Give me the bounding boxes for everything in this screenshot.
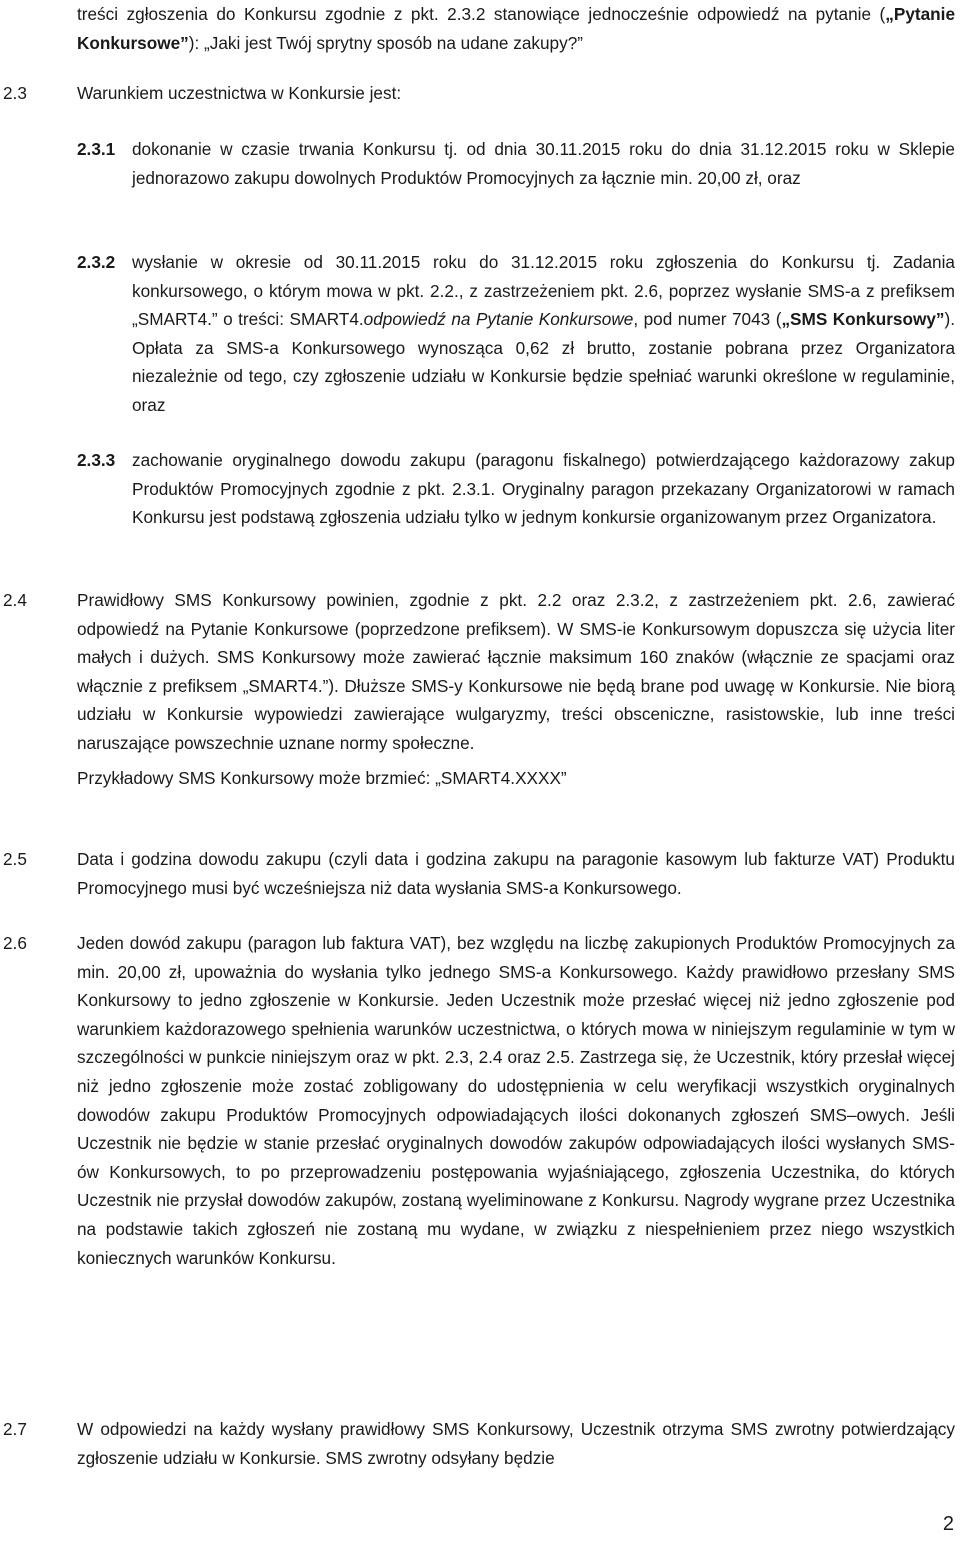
section-number: 2.4 (3, 590, 27, 610)
section-text: Warunkiem uczestnictwa w Konkursie jest: (77, 83, 402, 103)
page-number: 2 (942, 1513, 954, 1535)
sms-example: Przykładowy SMS Konkursowy może brzmieć: „SMART4.XXXX” (77, 767, 567, 788)
question-label: „Pytanie Konkursowe” (77, 4, 955, 53)
section-number: 2.3.1 (77, 139, 116, 159)
section-number: 2.5 (3, 849, 27, 869)
section-text: wysłanie w okresie od 30.11.2015 roku do 31.12.2015 roku zgłoszenia do Konkursu tj. Zadania konkursowego, o którym mowa w pkt. 2.2., z zastrzeżeniem pkt. 2.6, poprzez wysłanie SMS-a z prefiksem „SMART4.” o treści: SMART4.odpowiedź na Pytanie Konkursowe, pod numer 7043 („SMS Konkursowy”). Opłata za SMS-a Konkursowego wynosząca 0,62 zł brutto, zostanie pobrana przez Organizatora niezależnie od tego, czy zgłoszenie udziału w Konkursie będzie spełniać warunki określone w regulaminie, oraz (132, 252, 956, 415)
section-2-3-3 (77, 446, 955, 532)
section-number: 2.6 (3, 933, 27, 953)
section-2-7 (3, 1415, 955, 1472)
section-2-6 (3, 929, 955, 1272)
section-number: 2.7 (3, 1419, 27, 1439)
section-text: Jeden dowód zakupu (paragon lub faktura VAT), bez względu na liczbę zakupionych Produktów Promocyjnych za min. 20,00 zł, upoważnia do wysłania tylko jednego SMS-a Konkursowego. Każdy prawidłowo przesłany SMS Konkursowy to jedno zgłoszenie w Konkursie. Jeden Uczestnik może przesłać więcej niż jedno zgłoszenie pod warunkiem każdorazowego spełnienia warunków uczestnictwa, o których mowa w niniejszym regulaminie w tym w szczególności w punkcie niniejszym oraz w pkt. 2.3, 2.4 oraz 2.5. Zastrzega się, że Uczestnik, który przesłał więcej niż jedno zgłoszenie może zostać zobligowany do udostępnienia w celu weryfikacji wszystkich oryginalnych dowodów zakupu Produktów Promocyjnych odpowiadających ilości dokonanych zgłoszeń SMS–owych. Jeśli Uczestnik nie będzie w stanie przesłać oryginalnych dowodów zakupów odpowiadających ilości wysłanych SMS-ów Konkursowych, to po przeprowadzeniu postępowania wyjaśniającego, zgłoszenia Uczestnika, do których Uczestnik nie przysłał dowodów zakupów, zostaną wyeliminowane z Konkursu. Nagrody wygrane przez Uczestnika na podstawie takich zgłoszeń nie zostaną mu wydane, w związku z niespełnieniem przez niego wszystkich koniecznych warunków Konkursu. (77, 933, 955, 1268)
section-number: 2.3 (3, 83, 27, 103)
sms-konkursowy-label: „SMS Konkursowy” (781, 309, 945, 330)
section-text: Prawidłowy SMS Konkursowy powinien, zgodnie z pkt. 2.2 oraz 2.3.2, z zastrzeżeniem pkt. 2.6, zawierać odpowiedź na Pytanie Konkursowe (poprzedzone prefiksem). W SMS-ie Konkursowym dopuszcza się użycia liter małych i dużych. SMS Konkursowy może zawierać łącznie maksimum 160 znaków (włącznie ze spacjami oraz włącznie z prefiksem „SMART4.”). Dłuższe SMS-y Konkursowe nie będą brane pod uwagę w Konkursie. Nie biorą udziału w Konkursie wypowiedzi zawierające wulgaryzmy, treści obsceniczne, rasistowskie, lub inne treści naruszające powszechnie uznane normy społeczne. (77, 590, 955, 753)
section-text: zachowanie oryginalnego dowodu zakupu (paragonu fiskalnego) potwierdzającego każdorazowy zakup Produktów Promocyjnych zgodnie z pkt. 2.3.1. Oryginalny paragon przekazany Organizatorowi w ramach Konkursu jest podstawą zgłoszenia udziału tylko w jednym konkursie organizowanym przez Organizatora. (132, 450, 955, 528)
section-2-3-1 (77, 135, 955, 192)
section-text: W odpowiedzi na każdy wysłany prawidłowy SMS Konkursowy, Uczestnik otrzyma SMS zwrotny potwierdzający zgłoszenie udziału w Konkursie. SMS zwrotny odsyłany będzie (77, 1419, 955, 1468)
section-2-3 (3, 79, 955, 108)
intro-paragraph: treści zgłoszenia do Konkursu zgodnie z pkt. 2.3.2 stanowiące jednocześnie odpowiedź na pytanie („Pytanie Konkursowe”): „Jaki jest Twój sprytny sposób na udane zakupy?” (77, 4, 955, 53)
section-text: dokonanie w czasie trwania Konkursu tj. od dnia 30.11.2015 roku do dnia 31.12.2015 roku w Sklepie jednorazowo zakupu dowolnych Produktów Promocyjnych za łącznie min. 20,00 zł, oraz (132, 139, 955, 188)
section-text: Data i godzina dowodu zakupu (czyli data i godzina zakupu na paragonie kasowym lub fakturze VAT) Produktu Promocyjnego musi być wcześniejsza niż data wysłania SMS-a Konkursowego. (77, 849, 955, 898)
section-2-5 (3, 845, 955, 902)
section-number: 2.3.2 (77, 252, 116, 272)
section-2-4 (3, 586, 955, 792)
section-number: 2.3.3 (77, 450, 116, 470)
section-2-3-2 (77, 248, 955, 420)
